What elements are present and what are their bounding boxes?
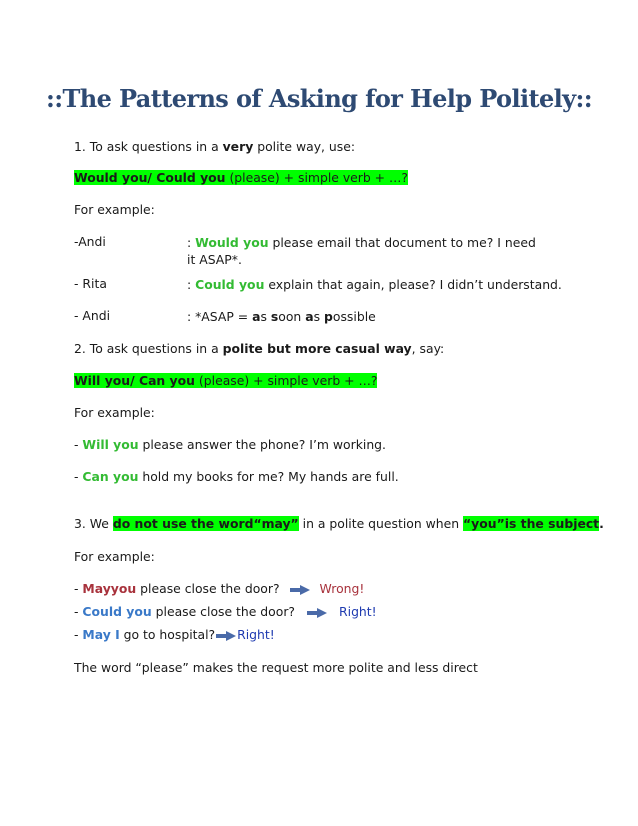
modal-would-you: Would you <box>195 235 269 250</box>
example-label-2: For example: <box>74 405 155 420</box>
modal-can-you: Can you <box>82 469 139 484</box>
dash: - <box>74 581 83 596</box>
section-1-formula <box>74 170 408 185</box>
right-arrow-icon <box>307 608 327 618</box>
section-3-heading <box>74 516 604 531</box>
section-1-prefix: 1. To ask questions in a <box>74 139 223 154</box>
modal-may-i: May I <box>82 627 120 642</box>
asap-letter-s: s <box>270 309 279 324</box>
formula-1-rest: (please) + simple verb + …? <box>225 170 408 185</box>
verdict-wrong: Wrong! <box>319 581 365 596</box>
section-1-emphasis: very <box>222 139 254 154</box>
dialog-sentence-2 <box>187 276 587 293</box>
section-3-suffix: . <box>599 516 604 531</box>
section-2-suffix: , say: <box>411 341 445 356</box>
dash: - <box>74 604 83 619</box>
dialog-colon: : <box>187 277 196 292</box>
example-text: please answer the phone? I’m working. <box>138 437 386 452</box>
dash: - <box>74 627 83 642</box>
example-may-i <box>74 627 275 642</box>
example-can-you <box>74 469 399 484</box>
dialog-colon: : <box>187 235 196 250</box>
example-text: please close the door? <box>136 581 280 596</box>
dialog-text-1: please email that document to me? I need it ASAP*. <box>187 235 536 267</box>
asap-word-possible: ossible <box>332 309 376 324</box>
modal-will-you: Will you <box>82 437 139 452</box>
section-2-prefix: 2. To ask questions in a <box>74 341 223 356</box>
section-2-emphasis: polite but more casual way <box>222 341 412 356</box>
asap-letter-a: a <box>252 309 261 324</box>
verdict-right-2: Right! <box>237 627 275 642</box>
asap-word-soon: oon <box>278 309 306 324</box>
section-3-prefix: 3. We <box>74 516 113 531</box>
asap-word-as2: s <box>313 309 325 324</box>
formula-2-modals: Will you/ Can you <box>74 373 195 388</box>
asap-prefix: : *ASAP = <box>187 309 253 324</box>
formula-1-modals: Would you/ Could you <box>74 170 226 185</box>
section-1-suffix: polite way, use: <box>253 139 356 154</box>
section-2-formula <box>74 373 377 388</box>
section-3-middle: in a polite question when <box>298 516 464 531</box>
page-title: ::The Patterns of Asking for Help Politely:: <box>45 84 593 113</box>
dialog-text-2: explain that again, please? I didn’t understand. <box>264 277 562 292</box>
modal-may-you: Mayyou <box>82 581 137 596</box>
closing-note: The word “please” makes the request more polite and less direct <box>74 660 478 675</box>
dialog-speaker-2: - Rita <box>74 276 107 291</box>
example-will-you <box>74 437 386 452</box>
asap-definition <box>187 308 547 325</box>
example-may-you <box>74 581 364 596</box>
modal-could-you-2: Could you <box>82 604 152 619</box>
example-could-you <box>74 604 377 619</box>
dialog-speaker-3: - Andi <box>74 308 111 323</box>
example-label-3: For example: <box>74 549 155 564</box>
formula-2-rest: (please) + simple verb + …? <box>194 373 378 388</box>
modal-could-you: Could you <box>195 277 265 292</box>
example-text: go to hospital? <box>119 627 216 642</box>
section-1-heading <box>74 139 355 154</box>
asap-word-as: s <box>260 309 271 324</box>
dialog-speaker-1: -Andi <box>74 234 106 249</box>
example-label-1: For example: <box>74 202 155 217</box>
dash: - <box>74 437 83 452</box>
verdict-right: Right! <box>339 604 377 619</box>
right-arrow-icon <box>216 631 236 641</box>
asap-letter-p: p <box>324 309 333 324</box>
example-text: hold my books for me? My hands are full. <box>138 469 399 484</box>
section-3-highlight-1: do not use the word“may” <box>112 516 299 531</box>
example-text: please close the door? <box>151 604 296 619</box>
right-arrow-icon <box>290 585 310 595</box>
dialog-sentence-1 <box>187 234 547 268</box>
section-2-heading <box>74 341 444 356</box>
section-3-highlight-2: “you”is the subject <box>463 516 600 531</box>
asap-letter-a2: a <box>305 309 314 324</box>
dash: - <box>74 469 83 484</box>
